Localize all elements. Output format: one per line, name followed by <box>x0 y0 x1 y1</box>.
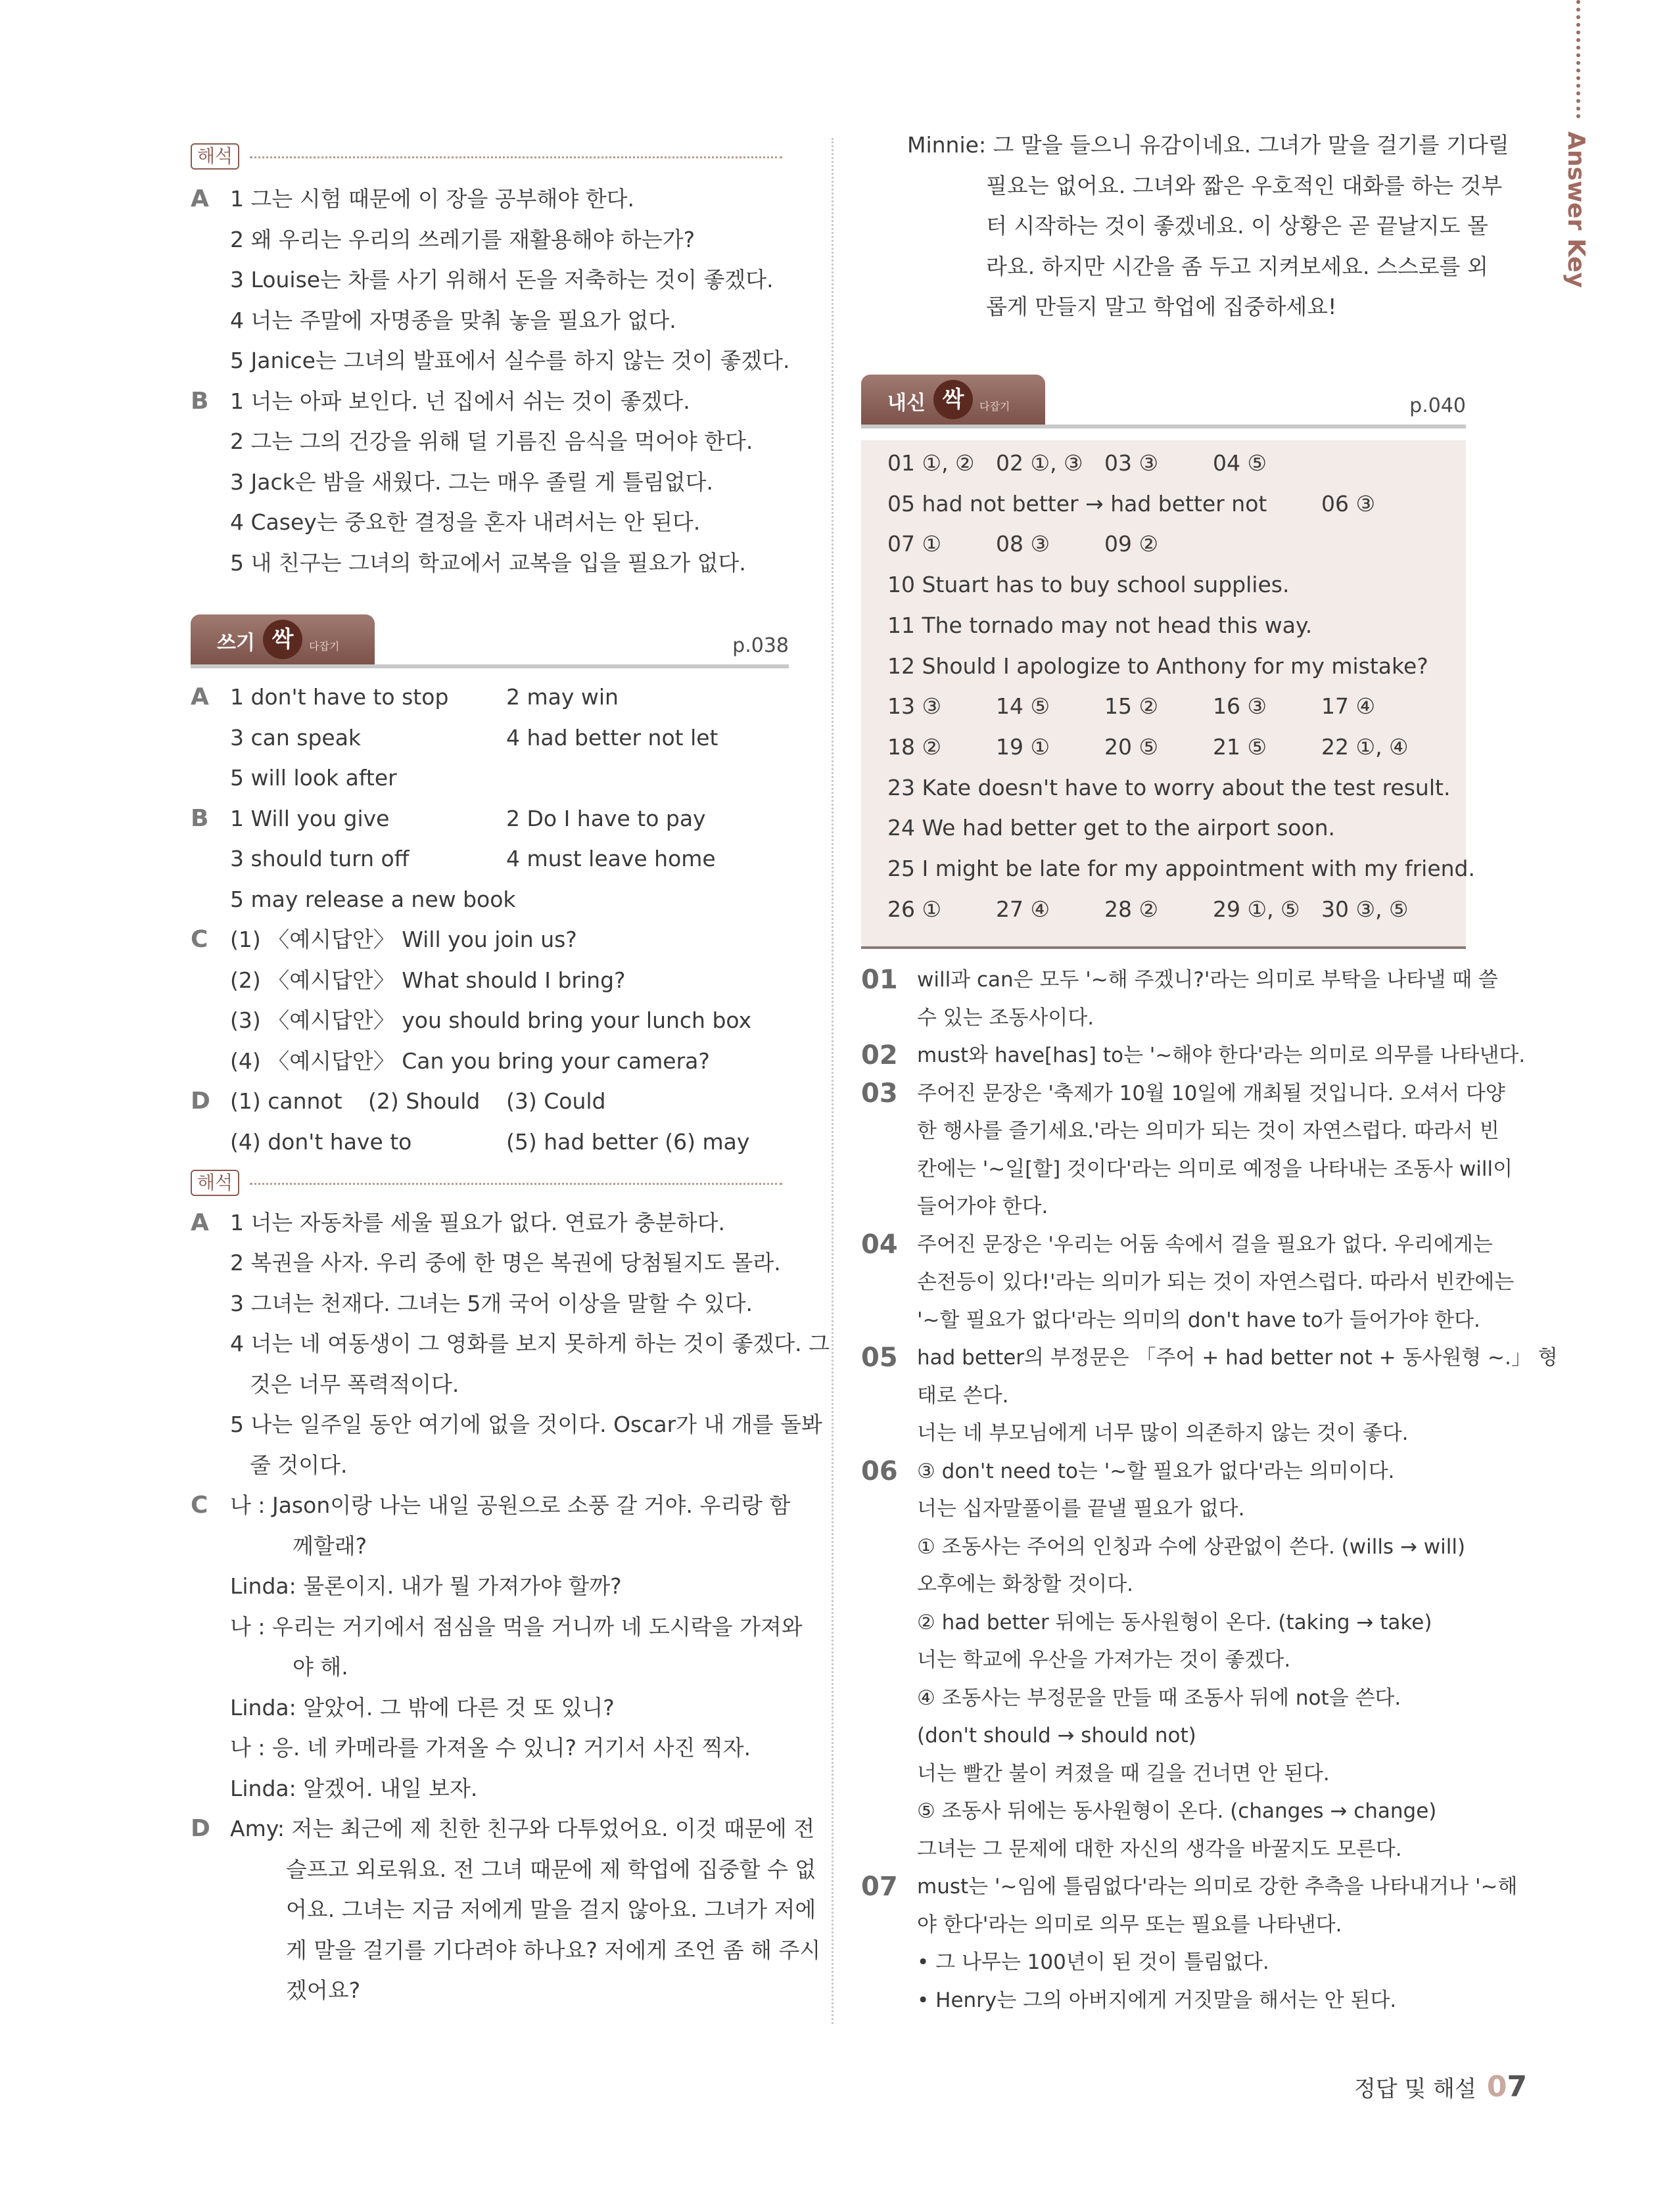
writing-label-a: A <box>191 683 209 710</box>
writing-a-answer: 1 don't have to stop <box>230 684 449 710</box>
minnie-line: 터 시작하는 것이 좋겠네요. 이 상황은 곧 끝날지도 몰 <box>986 213 1488 239</box>
explanation-line: 주어진 문장은 '축제가 10월 10일에 개최될 것입니다. 오셔서 다양 <box>917 1081 1505 1105</box>
footer-label: 정답 및 해설 <box>1354 2076 1476 2102</box>
writing-a-answer: 4 had better not let <box>506 724 718 750</box>
explanation-number: 06 <box>861 1456 898 1486</box>
explanation-line: must는 '~임에 틀림없다'라는 의미로 강한 추측을 나타내거나 '~해 <box>917 1875 1518 1899</box>
writing-b-answer: 4 must leave home <box>506 846 716 871</box>
explanation-line: • Henry는 그의 아버지에게 거짓말을 해서는 안 된다. <box>917 1988 1397 2012</box>
answer-item: 12 Should I apologize to Anthony for my mistake? <box>887 653 1428 679</box>
banner-rule <box>191 664 789 668</box>
explanation-line: 들어가야 한다. <box>917 1195 1048 1218</box>
explanation-line: will과 can은 모두 '~해 주겠니?'라는 의미로 부탁을 나타낼 때 쓸 <box>917 968 1498 992</box>
answer-item: 22 ①, ④ <box>1321 733 1409 760</box>
explanation-line: ② had better 뒤에는 동사원형이 온다. (taking → take) <box>917 1610 1432 1634</box>
answer-item: 02 ①, ③ <box>996 450 1083 476</box>
writing-b-answer: 5 may release a new book <box>230 886 516 912</box>
amy-line: 게 말을 걸기를 기다려야 하나요? 저에게 조언 좀 해 주시 <box>286 1937 821 1963</box>
explanation-number: 07 <box>861 1872 898 1902</box>
haeseok2-label-a: A <box>191 1209 209 1236</box>
amy-line: Amy: 저는 최근에 제 친한 친구와 다투었어요. 이것 때문에 전 <box>230 1816 815 1841</box>
answer-item: 21 ⑤ <box>1213 733 1267 760</box>
explanation-line: ④ 조동사는 부정문을 만들 때 조동사 뒤에 not을 쓴다. <box>917 1686 1401 1710</box>
explanation-line: 너는 학교에 우산을 가져가는 것이 좋겠다. <box>917 1648 1291 1672</box>
explanation-line: 칸에는 '~일[할] 것이다'라는 의미로 예정을 나타내는 조동사 will이 <box>917 1157 1513 1181</box>
haeseok-b-line: 3 Jack은 밤을 새웠다. 그는 매우 졸릴 게 틀림없다. <box>230 469 714 495</box>
explanation-number: 02 <box>861 1040 898 1071</box>
haeseok-tag-2: 해석 <box>191 1170 239 1196</box>
answer-item: 19 ① <box>996 733 1050 760</box>
answer-item: 04 ⑤ <box>1213 450 1267 476</box>
writing-d-answer: (1) cannot <box>230 1088 342 1114</box>
answer-item: 25 I might be late for my appointment with my friend. <box>887 856 1475 881</box>
haeseok2-a-line: 것은 너무 폭력적이다. <box>250 1371 459 1397</box>
writing-a-answer: 2 may win <box>506 684 619 710</box>
haeseok2-a-line: 4 너는 네 여동생이 그 영화를 보지 못하게 하는 것이 좋겠다. 그 <box>230 1331 830 1356</box>
writing-d-answer: (3) Could <box>506 1088 606 1114</box>
explanation-line: ⑤ 조동사 뒤에는 동사원형이 온다. (changes → change) <box>917 1799 1437 1823</box>
haeseok2-a-line: 2 복권을 사자. 우리 중에 한 명은 복권에 당첨될지도 몰라. <box>230 1250 781 1276</box>
banner-circle: 싹 <box>933 380 973 419</box>
explanation-line: must와 have[has] to는 '~해야 한다'라는 의미로 의무를 나타낸다. <box>917 1044 1526 1067</box>
haeseok2-a-line: 3 그녀는 천재다. 그녀는 5개 국어 이상을 말할 수 있다. <box>230 1290 753 1316</box>
explanation-line: 태로 쓴다. <box>917 1383 1009 1408</box>
answer-box-rule <box>861 946 1466 949</box>
banner-sub: 다잡기 <box>979 400 1010 413</box>
explanation-line: (don't should → should not) <box>917 1724 1196 1747</box>
column-divider <box>832 138 834 2024</box>
explanation-number: 05 <box>861 1343 898 1373</box>
sidebar-label: Answer Key <box>1563 131 1589 288</box>
section-label-b: B <box>191 387 209 415</box>
page-number: 07 <box>1486 2070 1528 2104</box>
explanation-line: ③ don't need to는 '~할 필요가 없다'라는 의미이다. <box>917 1459 1395 1483</box>
writing-a-answer: 3 can speak <box>230 724 362 750</box>
writing-section-banner <box>191 614 789 667</box>
dialogue-line: 야 해. <box>293 1654 348 1680</box>
explanation-line: 수 있는 조동사이다. <box>917 1005 1094 1030</box>
writing-c-answer: (1) 〈예시답안〉 Will you join us? <box>230 927 577 952</box>
haeseok-a-line: 4 너는 주말에 자명종을 맞춰 놓을 필요가 없다. <box>230 307 676 333</box>
writing-d-answer: (4) don't have to <box>230 1128 412 1155</box>
explanation-line: • 그 나무는 100년이 된 것이 틀림없다. <box>917 1950 1269 1974</box>
writing-label-c: C <box>191 926 208 953</box>
minnie-line: 롭게 만들지 말고 학업에 집중하세요! <box>986 294 1337 319</box>
explanation-line: '~할 필요가 없다'라는 의미의 don't have to가 들어가야 한다. <box>917 1308 1480 1332</box>
answer-item: 03 ③ <box>1104 450 1159 476</box>
banner-page-ref: p.040 <box>1409 394 1466 417</box>
answer-item: 24 We had better get to the airport soon. <box>887 815 1336 841</box>
haeseok-b-line: 1 너는 아파 보인다. 넌 집에서 쉬는 것이 좋겠다. <box>230 388 690 414</box>
banner-page-ref: p.038 <box>732 634 789 657</box>
banner-title: 내신 <box>887 392 926 415</box>
dialogue-line: Linda: 물론이지. 내가 뭘 가져가야 할까? <box>230 1573 622 1599</box>
haeseok-a-line: 3 Louise는 차를 사기 위해서 돈을 저축하는 것이 좋겠다. <box>230 267 774 292</box>
amy-line: 어요. 그녀는 지금 저에게 말을 걸지 않아요. 그녀가 저에 <box>286 1897 816 1922</box>
answer-item: 11 The tornado may not head this way. <box>887 612 1313 638</box>
writing-c-answer: (4) 〈예시답안〉 Can you bring your camera? <box>230 1048 710 1074</box>
dialogue-line: 께할래? <box>293 1532 367 1559</box>
explanation-line: 야 한다'라는 의미로 의무 또는 필요를 나타낸다. <box>917 1912 1342 1937</box>
explanation-line: ① 조동사는 주어의 인칭과 수에 상관없이 쓴다. (wills → will) <box>917 1534 1466 1559</box>
answer-item: 20 ⑤ <box>1104 733 1159 760</box>
dialogue-line: Linda: 알았어. 그 밖에 다른 것 또 있니? <box>230 1694 615 1720</box>
explanation-line: 오후에는 화창할 것이다. <box>917 1573 1134 1596</box>
answer-item: 27 ④ <box>996 896 1050 922</box>
haeseok-b-line: 4 Casey는 중요한 결정을 혼자 내려서는 안 된다. <box>230 509 701 535</box>
explanation-line: 너는 빨간 불이 켜졌을 때 길을 건너면 안 된다. <box>917 1761 1330 1786</box>
explanation-line: 너는 십자말풀이를 끝낼 필요가 없다. <box>917 1497 1245 1521</box>
answer-item: 23 Kate doesn't have to worry about the test result. <box>887 774 1451 800</box>
answer-item: 16 ③ <box>1213 693 1267 720</box>
haeseok2-a-line: 5 나는 일주일 동안 여기에 없을 것이다. Oscar가 내 개를 돌봐 <box>230 1412 822 1437</box>
writing-label-d: D <box>191 1088 210 1115</box>
banner-rule <box>861 425 1466 428</box>
exam-section-banner <box>861 375 1466 427</box>
writing-a-answer: 5 will look after <box>230 765 397 791</box>
answer-item: 05 had not better → had better not <box>887 490 1267 517</box>
answer-item: 14 ⑤ <box>996 693 1050 720</box>
explanation-line: 한 행사를 즐기세요.'라는 의미가 되는 것이 자연스럽다. 따라서 빈 <box>917 1119 1499 1143</box>
answer-item: 06 ③ <box>1321 490 1376 517</box>
explanation-number: 04 <box>861 1229 898 1260</box>
tag-dotted-rule <box>250 1183 782 1185</box>
haeseok2-label-d: D <box>191 1815 210 1842</box>
haeseok-a-line: 2 왜 우리는 우리의 쓰레기를 재활용해야 하는가? <box>230 226 695 252</box>
explanation-line: 너는 네 부모님에게 너무 많이 의존하지 않는 것이 좋다. <box>917 1421 1409 1445</box>
writing-b-answer: 1 Will you give <box>230 805 390 831</box>
dialogue-line: 나 : 우리는 거기에서 점심을 먹을 거니까 네 도시락을 가져와 <box>230 1613 803 1640</box>
answer-item: 29 ①, ⑤ <box>1213 896 1300 922</box>
section-label-a: A <box>191 185 209 212</box>
explanation-line: 그녀는 그 문제에 대한 자신의 생각을 바꿀지도 모른다. <box>917 1837 1402 1861</box>
minnie-line: 라요. 하지만 시간을 좀 두고 지켜보세요. 스스로를 외 <box>986 253 1488 279</box>
amy-line: 겠어요? <box>286 1977 361 2003</box>
writing-c-answer: (3) 〈예시답안〉 you should bring your lunch box <box>230 1007 752 1033</box>
explanation-line: had better의 부정문은 「주어 + had better not + 동사원형 ~.」 형 <box>917 1346 1558 1370</box>
answer-item: 30 ③, ⑤ <box>1321 896 1409 922</box>
sidebar-dots <box>1576 0 1580 118</box>
answer-item: 01 ①, ② <box>887 450 975 476</box>
answer-box <box>861 440 1475 946</box>
haeseok-tag: 해석 <box>191 143 239 170</box>
writing-d-answer: (2) Should <box>368 1088 481 1114</box>
banner-title: 쓰기 <box>217 632 255 655</box>
explanation-number: 01 <box>861 965 898 995</box>
writing-b-answer: 3 should turn off <box>230 846 410 871</box>
answer-item: 28 ② <box>1104 896 1159 922</box>
page-footer <box>1354 2070 1527 2104</box>
haeseok2-label-c: C <box>191 1492 208 1519</box>
dialogue-line: 나 : 응. 네 카메라를 가져올 수 있니? 거기서 사진 찍자. <box>230 1735 751 1761</box>
tag-dotted-rule <box>250 156 782 158</box>
answer-item: 13 ③ <box>887 693 942 720</box>
amy-line: 슬프고 외로워요. 전 그녀 때문에 제 학업에 집중할 수 없 <box>286 1856 816 1882</box>
dialogue-line: Linda: 알겠어. 내일 보자. <box>230 1775 478 1801</box>
writing-d-answer: (5) had better (6) may <box>506 1128 750 1155</box>
answer-item: 17 ④ <box>1321 693 1376 720</box>
explanation-line: 손전등이 있다!'라는 의미가 되는 것이 자연스럽다. 따라서 빈칸에는 <box>917 1270 1515 1294</box>
writing-label-b: B <box>191 804 209 832</box>
banner-circle: 싹 <box>263 620 302 659</box>
answer-item: 07 ① <box>887 531 942 557</box>
writing-c-answer: (2) 〈예시답안〉 What should I bring? <box>230 967 626 993</box>
haeseok-b-line: 2 그는 그의 건강을 위해 덜 기름진 음식을 먹어야 한다. <box>230 428 753 454</box>
banner-sub: 다잡기 <box>309 640 340 653</box>
minnie-line: Minnie: 그 말을 들으니 유감이네요. 그녀가 말을 걸기를 기다릴 <box>907 132 1509 158</box>
answer-item: 08 ③ <box>996 531 1050 557</box>
answer-item: 26 ① <box>887 896 942 922</box>
haeseok2-a-line: 1 너는 자동차를 세울 필요가 없다. 연료가 충분하다. <box>230 1209 725 1235</box>
haeseok-a-line: 5 Janice는 그녀의 발표에서 실수를 하지 않는 것이 좋겠다. <box>230 348 790 373</box>
haeseok-a-line: 1 그는 시험 때문에 이 장을 공부해야 한다. <box>230 186 634 212</box>
haeseok2-a-line: 줄 것이다. <box>250 1452 348 1478</box>
explanation-line: 주어진 문장은 '우리는 어둠 속에서 걸을 필요가 없다. 우리에게는 <box>917 1232 1493 1256</box>
explanation-number: 03 <box>861 1078 898 1109</box>
answer-item: 10 Stuart has to buy school supplies. <box>887 572 1290 598</box>
answer-item: 09 ② <box>1104 531 1159 557</box>
writing-b-answer: 2 Do I have to pay <box>506 805 706 831</box>
answer-item: 15 ② <box>1104 693 1159 720</box>
haeseok-b-line: 5 내 친구는 그녀의 학교에서 교복을 입을 필요가 없다. <box>230 549 746 576</box>
answer-key-sidebar <box>1558 0 1597 288</box>
answer-item: 18 ② <box>887 733 942 760</box>
dialogue-line: 나 : Jason이랑 나는 내일 공원으로 소풍 갈 거야. 우리랑 함 <box>230 1492 791 1518</box>
minnie-line: 필요는 없어요. 그녀와 짧은 우호적인 대화를 하는 것부 <box>986 172 1503 198</box>
